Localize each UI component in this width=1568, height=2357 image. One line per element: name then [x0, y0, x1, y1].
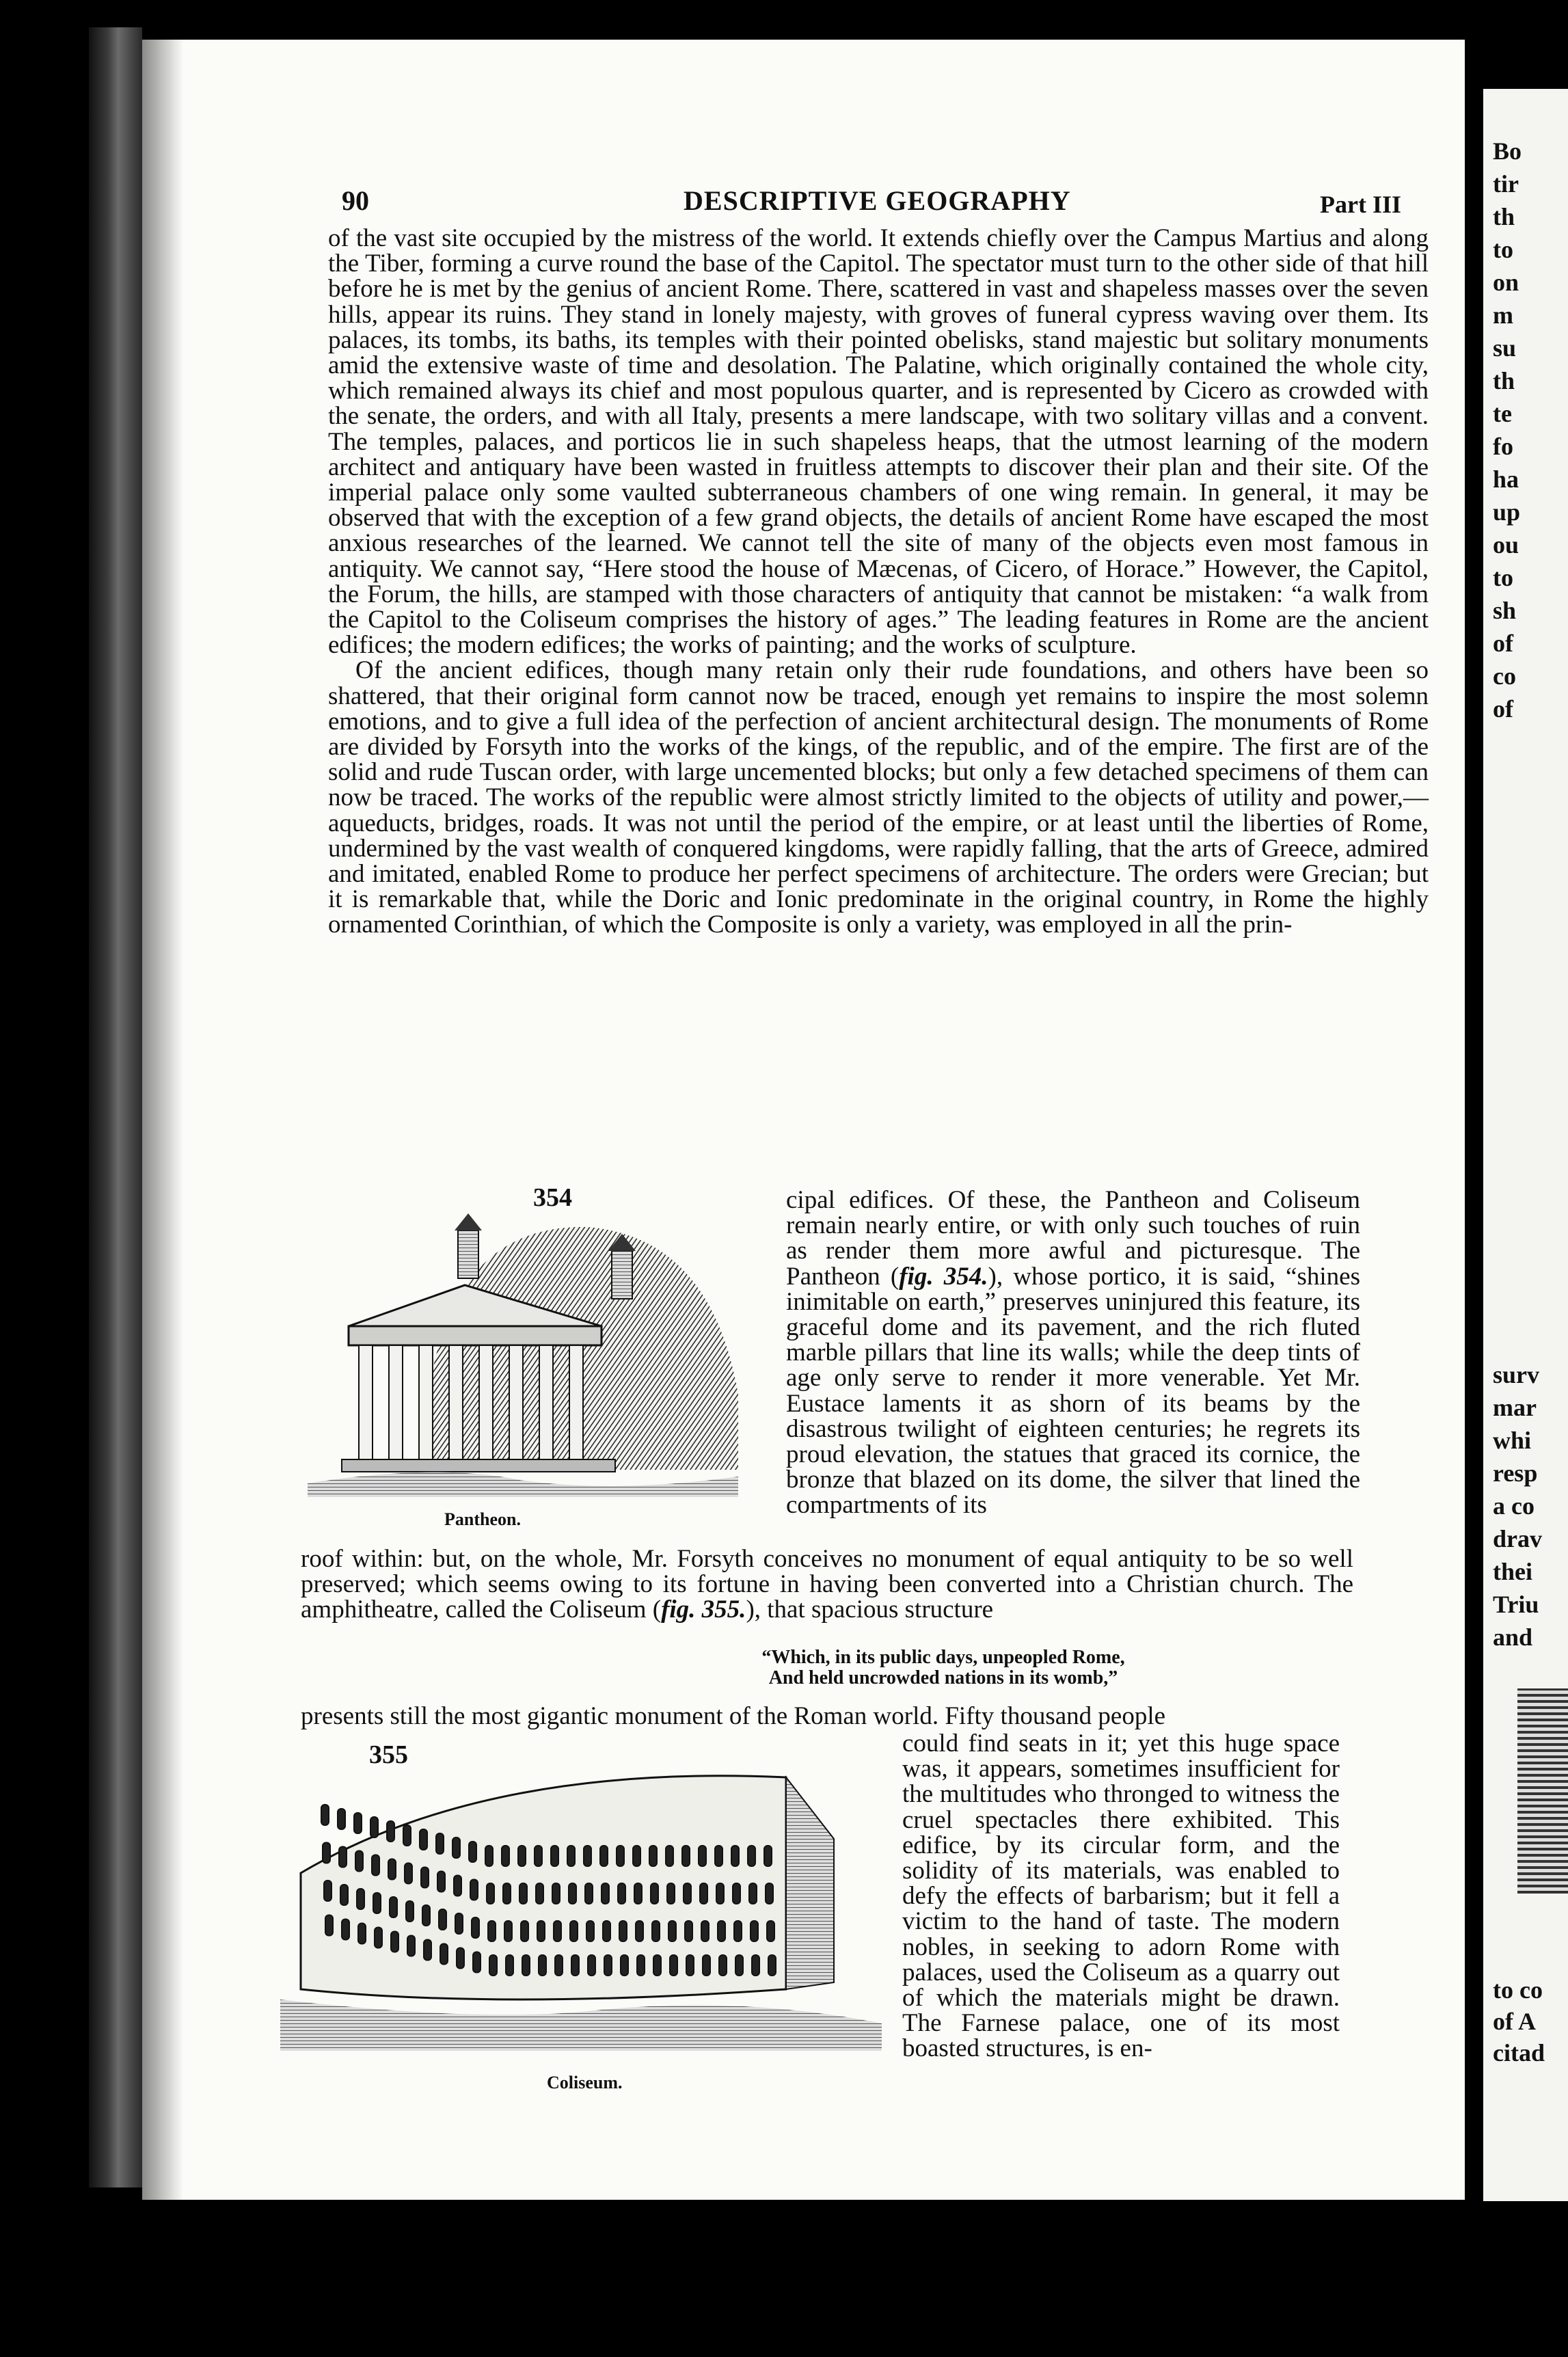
figure-reference: fig. 355. [661, 1595, 746, 1624]
facing-page-text-fragment: th [1493, 367, 1515, 394]
facing-page-text-fragment: sh [1493, 597, 1517, 624]
verse-quotation [601, 1647, 1285, 1688]
page-number: 90 [342, 185, 369, 216]
verse-line-2: And held uncrowded nations in its womb,” [768, 1667, 1118, 1688]
figure-reference: fig. 354. [899, 1262, 988, 1291]
paragraph-4: presents still the most gigantic monument of the Roman world. Fifty thousand people [301, 1702, 1166, 1730]
running-header [328, 185, 1435, 226]
facing-page-text-fragment: to co [1493, 1976, 1543, 2004]
paragraph-3: roof within: but, on the whole, Mr. Forsyth conceives no monument of equal antiquity to be so well preserved; which seems owing to its fortune in having been converted into a Christian church. The amphitheatre, called the Coliseum (fig. 355.), that spacious structure [301, 1545, 1353, 1624]
body-text-column-right-1 [786, 1187, 1360, 1518]
figure-number: 354 [533, 1183, 572, 1212]
facing-page-text-fragment: of [1493, 695, 1513, 723]
facing-page-text-fragment: ha [1493, 466, 1519, 493]
facing-page-text-fragment: m [1493, 301, 1513, 329]
figure-354-pantheon [301, 1183, 745, 1538]
facing-page-text-fragment: thei [1493, 1558, 1532, 1585]
facing-page-text-fragment: Bo [1493, 137, 1522, 165]
facing-page-text-fragment: th [1493, 203, 1515, 230]
body-text-presents [301, 1703, 1353, 1729]
facing-page-fragment [1483, 89, 1568, 2201]
paragraph-1: of the vast site occupied by the mistress of the world. It extends chiefly over the Campus Martius and along the Tiber, forming a curve round the base of the Capitol. The spectator must turn to the other side of that hill before he is met by the genius of ancient Rome. There, scattered in vast and shapeless masses over the seven hills, appear its ruins. They stand in lonely majesty, with groves of funeral cypress waving over them. Its palaces, its tombs, its baths, its temples with their pointed obelisks, stand majestic but solitary monuments amid the extensive waste of time and desolation. The Palatine, which originally contained the whole city, which remained always its chief and most populous quarter, and is represented by Cicero as crowded with the senate, the orders, and with all Italy, presents a mere landscape, with two solitary villas and a convent. The temples, palaces, and porticos lie in such shapeless heaps, that the utmost learning of the modern architect and antiquary have been wasted in fruitless attempts to discover their plan and their site. Of the imperial palace only some vaulted subterraneous chambers of one wing remain. In general, it may be observed that with the exception of a few grand objects, the details of ancient Rome have escaped the most anxious researches of the learned. We cannot tell the site of many of the objects even most famous in antiquity. We cannot say, “Here stood the house of Mæcenas, of Cicero, of Horace.” However, the Capitol, the Forum, the hills, are stamped with those characters of antiquity that cannot be mistaken: “a walk from the Capitol to the Coliseum comprises the history of ages.” The leading features in Rome are the ancient edifices; the modern edifices; the works of painting; and the works of sculpture. [328, 224, 1429, 660]
facing-page-text-fragment: su [1493, 334, 1517, 362]
facing-page-text-fragment: tir [1493, 170, 1519, 198]
body-text-middle [301, 1546, 1353, 1623]
facing-page-text-fragment: whi [1493, 1427, 1532, 1454]
facing-page-illustration [1517, 1688, 1568, 1894]
book-binding-edge [89, 27, 142, 2187]
facing-page-text-fragment: fo [1493, 433, 1513, 460]
figure-caption: Pantheon. [444, 1509, 521, 1529]
body-text-column-right-2 [902, 1731, 1340, 2062]
gutter-shadow [142, 40, 183, 2200]
facing-page-text-fragment: a co [1493, 1492, 1535, 1520]
body-text-top [328, 226, 1429, 938]
page-title: DESCRIPTIVE GEOGRAPHY [684, 185, 1071, 216]
facing-page-text-fragment: up [1493, 498, 1521, 526]
facing-page-text-fragment: of [1493, 630, 1513, 657]
facing-page-text-fragment: mar [1493, 1394, 1537, 1421]
facing-page-text-fragment: of A [1493, 2008, 1536, 2035]
facing-page-text-fragment: to [1493, 236, 1513, 263]
facing-page-text-fragment: surv [1493, 1361, 1540, 1388]
coliseum-engraving [280, 1764, 882, 2064]
facing-page-text-fragment: te [1493, 400, 1512, 427]
facing-page-text-fragment: to [1493, 564, 1513, 591]
facing-page-text-fragment: citad [1493, 2039, 1545, 2066]
verse-line-1: “Which, in its public days, unpeopled Rome, [761, 1647, 1125, 1668]
facing-page-text-fragment: on [1493, 269, 1519, 296]
figure-caption: Coliseum. [547, 2073, 623, 2092]
figure-number: 355 [369, 1740, 408, 1769]
facing-page-text-fragment: resp [1493, 1459, 1538, 1487]
facing-page-text-fragment: co [1493, 662, 1516, 690]
paragraph-4-continued: could find seats in it; yet this huge space was, it appears, sometimes insufficient for the multitudes who thronged to witness the cruel spectacles there exhibited. This edifice, by its circular form, and the solidity of its materials, was enabled to defy the effects of barbarism; but it fell a victim to the hand of taste. The modern nobles, in seeking to adorn Rome with palaces, used the Coliseum as a quarry out of which the materials might be drawn. The Farnese palace, one of its most boasted structures, is en- [902, 1729, 1340, 2063]
paragraph-2-continued: cipal edifices. Of these, the Pantheon and Coliseum remain nearly entire, or with only such touches of ruin as render them more awful and picturesque. The Pantheon (fig. 354.), whose portico, it is said, “shines inimitable on earth,” preserves uninjured this feature, its graceful dome and its pavement, and the rich fluted marble pillars that line its walls; while the deep tints of age only serve to render it more venerable. Yet Mr. Eustace laments it as shorn of its beams by the disastrous twilight of eighteen centuries; he regrets its proud elevation, the statues that graced its cornice, the bronze that blazed on its dome, the silver that lined the compartments of its [786, 1186, 1360, 1520]
facing-page-text-fragment: ou [1493, 531, 1519, 558]
paragraph-2: Of the ancient edifices, though many retain only their rude foundations, and others have been so shattered, that their original form cannot now be traced, enough yet remains to inspire the most solemn emotions, and to give a full idea of the perfection of ancient architectural design. The monuments of Rome are divided by Forsyth into the works of the kings, of the republic, and of the empire. The first are of the solid and rude Tuscan order, with large uncemented blocks; but only a few detached specimens of them can now be traced. The works of the republic were almost strictly limited to the objects of utility and power,—aqueducts, bridges, roads. It was not until the period of the empire, or at least until the liberties of Rome, undermined by the vast wealth of conquered kingdoms, were rapidly falling, that the arts of Greece, admired and imitated, enabled Rome to produce her perfect specimens of architecture. The orders were Grecian; but it is remarkable that, while the Doric and Ionic predominate in the original country, in Rome the highly ornamented Corinthian, of which the Composite is only a variety, was employed in all the prin- [328, 656, 1429, 939]
facing-page-text-fragment: and [1493, 1624, 1533, 1651]
pantheon-engraving [301, 1210, 745, 1511]
facing-page-text-fragment: Triu [1493, 1591, 1539, 1618]
part-label: Part III [1320, 191, 1401, 218]
figure-355-coliseum [280, 1736, 882, 2092]
facing-page-text-fragment: drav [1493, 1525, 1542, 1552]
